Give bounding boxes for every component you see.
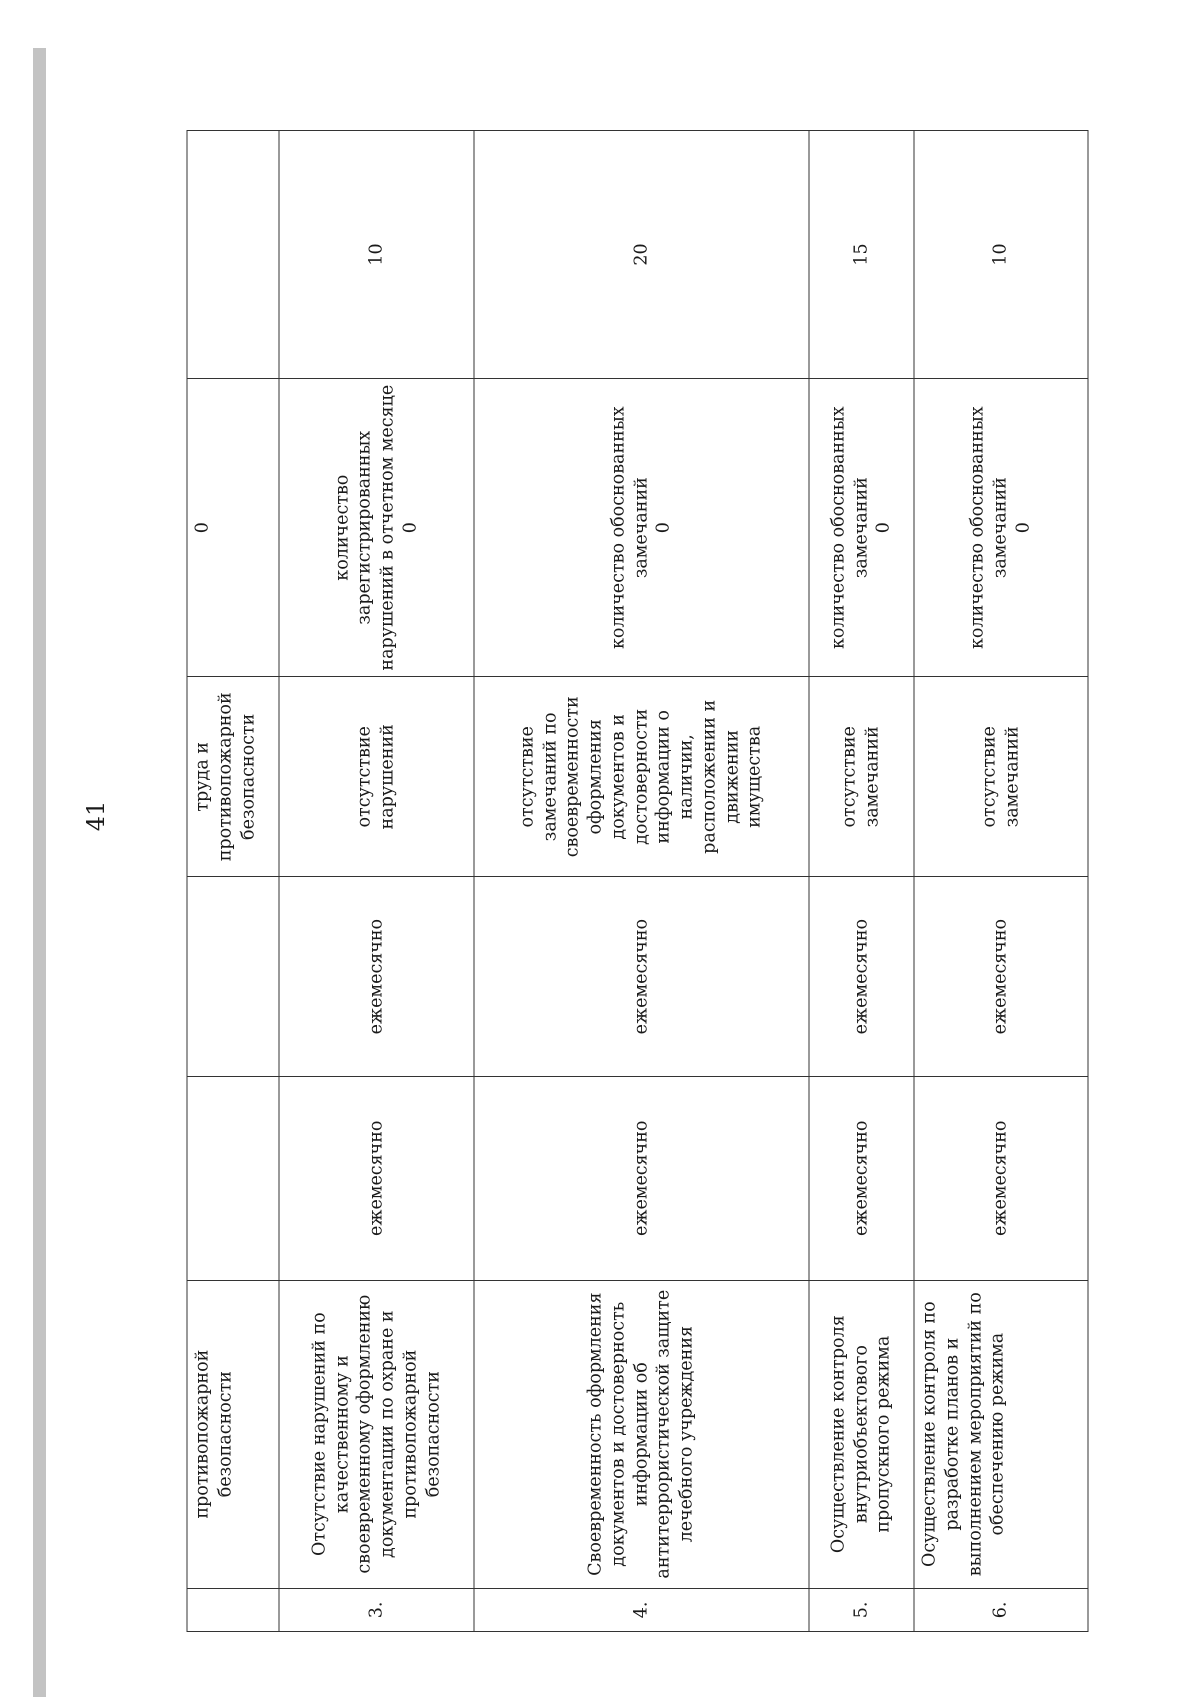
table-row: [474, 131, 809, 1632]
row-number: [187, 1588, 279, 1631]
row-number: 4.: [474, 1588, 809, 1631]
period-cell: ежемесячно: [279, 877, 474, 1077]
table-row: [914, 131, 1088, 1632]
measure-text: количество обоснованных замечаний: [827, 406, 871, 650]
row-number: 5.: [809, 1588, 914, 1631]
frequency-cell: ежемесячно: [914, 1077, 1088, 1281]
target-cell: труда и противопожарной безопасности: [187, 677, 279, 877]
measure-value: 0: [653, 522, 674, 534]
measure-value: 0: [873, 522, 894, 534]
measure-text: количество зарегистрированных нарушений в отчетном месяце: [331, 384, 397, 671]
points-cell: 10: [279, 131, 474, 379]
target-cell: отсутствие замечаний по своевременности оформления документов и достоверности информации о наличии, расположении и движении имущества: [474, 677, 809, 877]
points-cell: 20: [474, 131, 809, 379]
frequency-cell: ежемесячно: [474, 1077, 809, 1281]
period-cell: ежемесячно: [809, 877, 914, 1077]
indicators-table: [186, 130, 1088, 1632]
target-cell: отсутствие замечаний: [809, 677, 914, 877]
measure-cell: [279, 378, 474, 676]
frequency-cell: ежемесячно: [809, 1077, 914, 1281]
table-row: [279, 131, 474, 1632]
criterion-cell: Отсутствие нарушений по качественному и своевременному оформлению документации по охране и противопожарной безопасности: [279, 1280, 474, 1588]
target-cell: отсутствие нарушений: [279, 677, 474, 877]
points-cell: 10: [914, 131, 1088, 379]
period-cell: ежемесячно: [474, 877, 809, 1077]
criterion-cell: Осуществление контроля внутриобъектового пропускного режима: [809, 1280, 914, 1588]
measure-text: количество обоснованных замечаний: [607, 406, 651, 650]
target-cell: отсутствие замечаний: [914, 677, 1088, 877]
period-cell: [187, 877, 279, 1077]
frequency-cell: [187, 1077, 279, 1281]
rotated-table-frame: [186, 130, 1087, 1632]
points-cell: 15: [809, 131, 914, 379]
frequency-cell: ежемесячно: [279, 1077, 474, 1281]
row-number: 3.: [279, 1588, 474, 1631]
measure-cell: [809, 378, 914, 676]
table-row: [809, 131, 914, 1632]
scan-edge-bar: [33, 48, 46, 1697]
table-row: [187, 131, 279, 1632]
criterion-cell: Своевременность оформления документов и достоверность информации об антитеррористической защите лечебного учреждения: [474, 1280, 809, 1588]
measure-value: 0: [1012, 522, 1033, 534]
measure-text: количество обоснованных замечаний: [967, 406, 1011, 650]
page-number: 41: [82, 800, 110, 832]
measure-cell: [474, 378, 809, 676]
row-number: 6.: [914, 1588, 1088, 1631]
points-cell: [187, 131, 279, 379]
measure-cell: [914, 378, 1088, 676]
measure-cell: 0: [187, 378, 279, 676]
measure-value: 0: [399, 522, 420, 534]
criterion-cell: противопожарной безопасности: [187, 1280, 279, 1588]
criterion-cell: Осуществление контроля по разработке планов и выполнением мероприятий по обеспечению режима: [914, 1280, 1088, 1588]
period-cell: ежемесячно: [914, 877, 1088, 1077]
